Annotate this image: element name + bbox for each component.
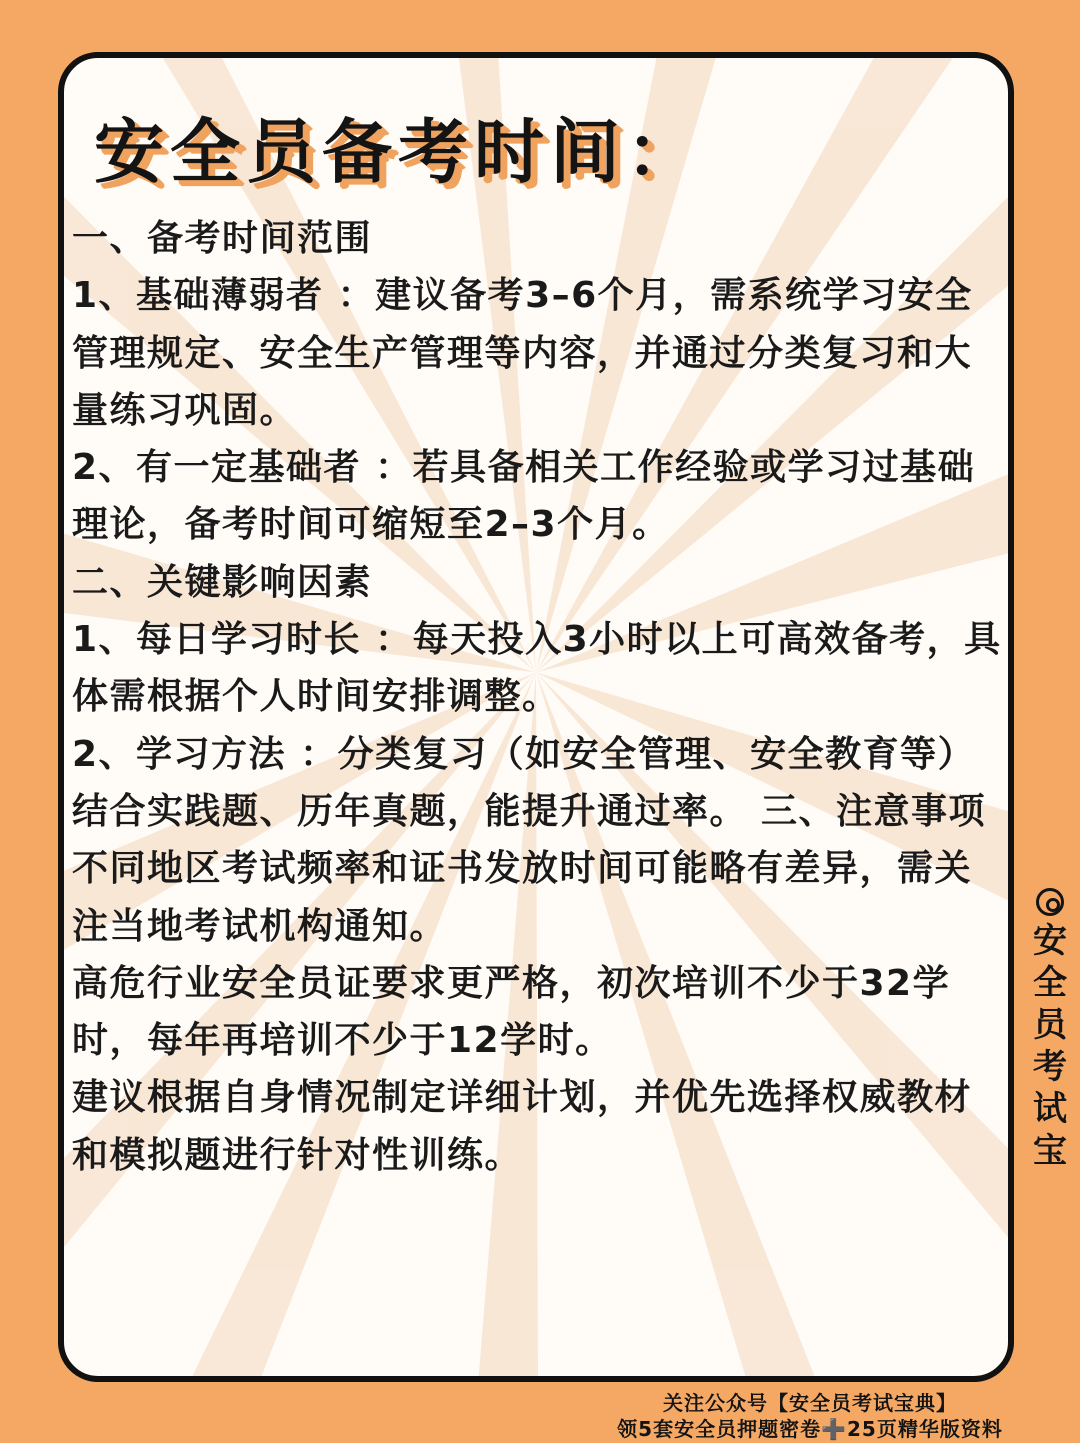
page-title: 安全员备考时间： — [94, 111, 702, 193]
footer-line-2: 领5套安全员押题密卷➕25页精华版资料 — [617, 1417, 1003, 1441]
section-heading-2: 二、关键影响因素 — [72, 561, 373, 603]
side-watermark-text: 安 全 员 考 试 宝 — [1033, 921, 1067, 1171]
paragraph-region-differences: 不同地区考试频率和证书发放时间可能略有差异，需关注当地考试机构通知。 — [72, 848, 973, 947]
paragraph-daily-hours: 1、每日学习时长 ：每天投入3小时以上可高效备考，具体需根据个人时间安排调整。 — [72, 619, 1002, 718]
footer-line-1: 关注公众号【安全员考试宝典】 — [663, 1391, 957, 1415]
content-card — [58, 52, 1014, 1382]
section-heading-1: 一、备考时间范围 — [72, 218, 373, 259]
paragraph-high-risk-industry: 高危行业安全员证要求更严格，初次培训不少于32学时，每年再培训不少于12学时。 — [72, 962, 951, 1062]
paragraph-study-method: 2、学习方法 ：分类复习（如安全管理、安全教育等）结合实践题、历年真题，能提升通过率。 三、注意事项 — [72, 733, 987, 832]
footer-promo — [600, 1390, 1020, 1442]
paragraph-suggestion: 建议根据自身情况制定详细计划，并优先选择权威教材和模拟题进行针对性训练。 — [72, 1077, 973, 1176]
article-body — [72, 210, 1007, 1184]
paragraph-experienced: 2、有一定基础者 ：若具备相关工作经验或学习过基础理论，备考时间可缩短至2–3个月。 — [72, 447, 976, 546]
at-sign-icon — [1036, 888, 1064, 916]
side-watermark — [1028, 888, 1072, 1172]
paragraph-beginners: 1、基础薄弱者 ：建议备考3–6个月，需系统学习安全管理规定、安全生产管理等内容，并通过分类复习和大量练习巩固。 — [72, 275, 973, 431]
